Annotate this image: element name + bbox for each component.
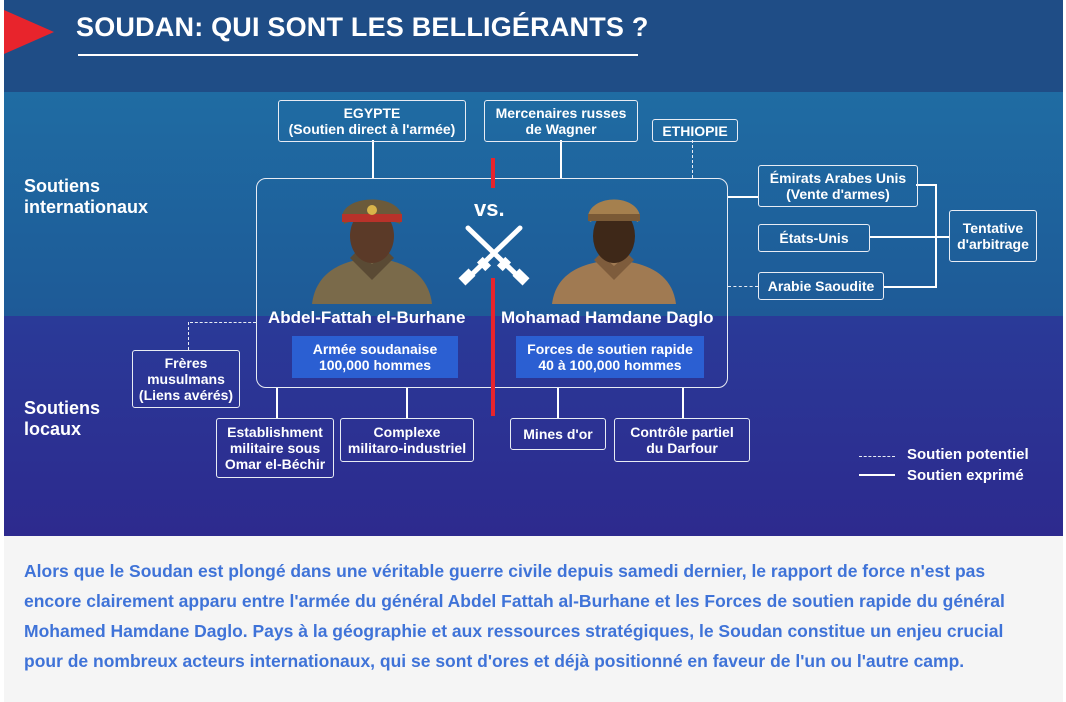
supporter-establishment: Establishment militaire sous Omar el-Béchir <box>216 418 334 478</box>
red-divider-bottom <box>491 278 495 416</box>
legend-solid-line <box>859 474 895 476</box>
arbitrage-box: Tentative d'arbitrage <box>949 210 1037 262</box>
local-support-label: Soutiens locaux <box>24 398 101 439</box>
vs-label: vs. <box>474 196 505 221</box>
supporter-darfour: Contrôle partiel du Darfour <box>614 418 750 462</box>
wagner-connector <box>560 140 562 178</box>
supporter-etats-unis: États-Unis <box>758 224 870 252</box>
legend-dashed-line <box>859 456 895 457</box>
freres-connector-h <box>190 322 256 323</box>
emirats-arbitrage-h <box>916 184 936 186</box>
daglo-name: Mohamad Hamdane Daglo <box>501 308 714 327</box>
supporter-wagner: Mercenaires russes de Wagner <box>484 100 638 142</box>
usa-arbitrage-h <box>870 236 936 238</box>
darfour-connector <box>682 388 684 418</box>
egypte-connector <box>372 140 374 178</box>
flag-triangle-icon <box>4 10 54 54</box>
legend-potential: Soutien potentiel <box>907 446 1029 463</box>
army-box-rsf: Forces de soutien rapide 40 à 100,000 hommes <box>516 336 704 378</box>
ethiopie-connector <box>692 140 693 178</box>
caption-block <box>4 536 1063 702</box>
arabie-arbitrage-h <box>884 286 936 288</box>
supporter-ethiopie: ETHIOPIE <box>652 119 738 142</box>
infographic <box>4 0 1063 536</box>
complexe-connector <box>406 388 408 418</box>
establishment-connector <box>276 388 278 418</box>
international-support-label: Soutiens internationaux <box>24 176 149 217</box>
supporter-emirats: Émirats Arabes Unis (Vente d'armes) <box>758 165 918 207</box>
infographic-title: SOUDAN: QUI SONT LES BELLIGÉRANTS ? <box>76 12 649 42</box>
title-underline <box>78 54 638 56</box>
supporter-arabie: Arabie Saoudite <box>758 272 884 300</box>
supporter-freres: Frères musulmans (Liens avérés) <box>132 350 240 408</box>
arabie-connector <box>728 286 758 287</box>
burhane-name: Abdel-Fattah el-Burhane <box>268 308 466 327</box>
mines-connector <box>557 388 559 418</box>
supporter-complexe: Complexe militaro-industriel <box>340 418 474 462</box>
emirats-connector <box>728 196 758 198</box>
supporter-egypte: EGYPTE (Soutien direct à l'armée) <box>278 100 466 142</box>
arbitrage-link <box>935 236 949 238</box>
freres-connector-v <box>188 322 189 350</box>
daglo-portrait <box>544 182 684 304</box>
caption-text: Alors que le Soudan est plongé dans une véritable guerre civile depuis samedi dernier, le rapport de force n'est pas encore clairement apparu entre l'armée du général Abdel Fattah al-Burhane et les Forces de soutien rapide du général Mohamed Hamdane Daglo. Pays à la géographie et aux ressources stratégiques, le Soudan constitue un enjeu crucial pour de nombreux acteurs internationaux, qui se sont d'ores et déjà positionné en faveur de l'un ou l'autre camp. <box>24 561 1005 671</box>
supporter-mines: Mines d'or <box>510 418 606 450</box>
legend-expressed: Soutien exprimé <box>907 467 1024 484</box>
army-box-sudan: Armée soudanaise 100,000 hommes <box>292 336 458 378</box>
red-divider-top <box>491 158 495 188</box>
burhane-portrait <box>302 180 442 304</box>
crossed-rifles-icon <box>456 222 532 288</box>
